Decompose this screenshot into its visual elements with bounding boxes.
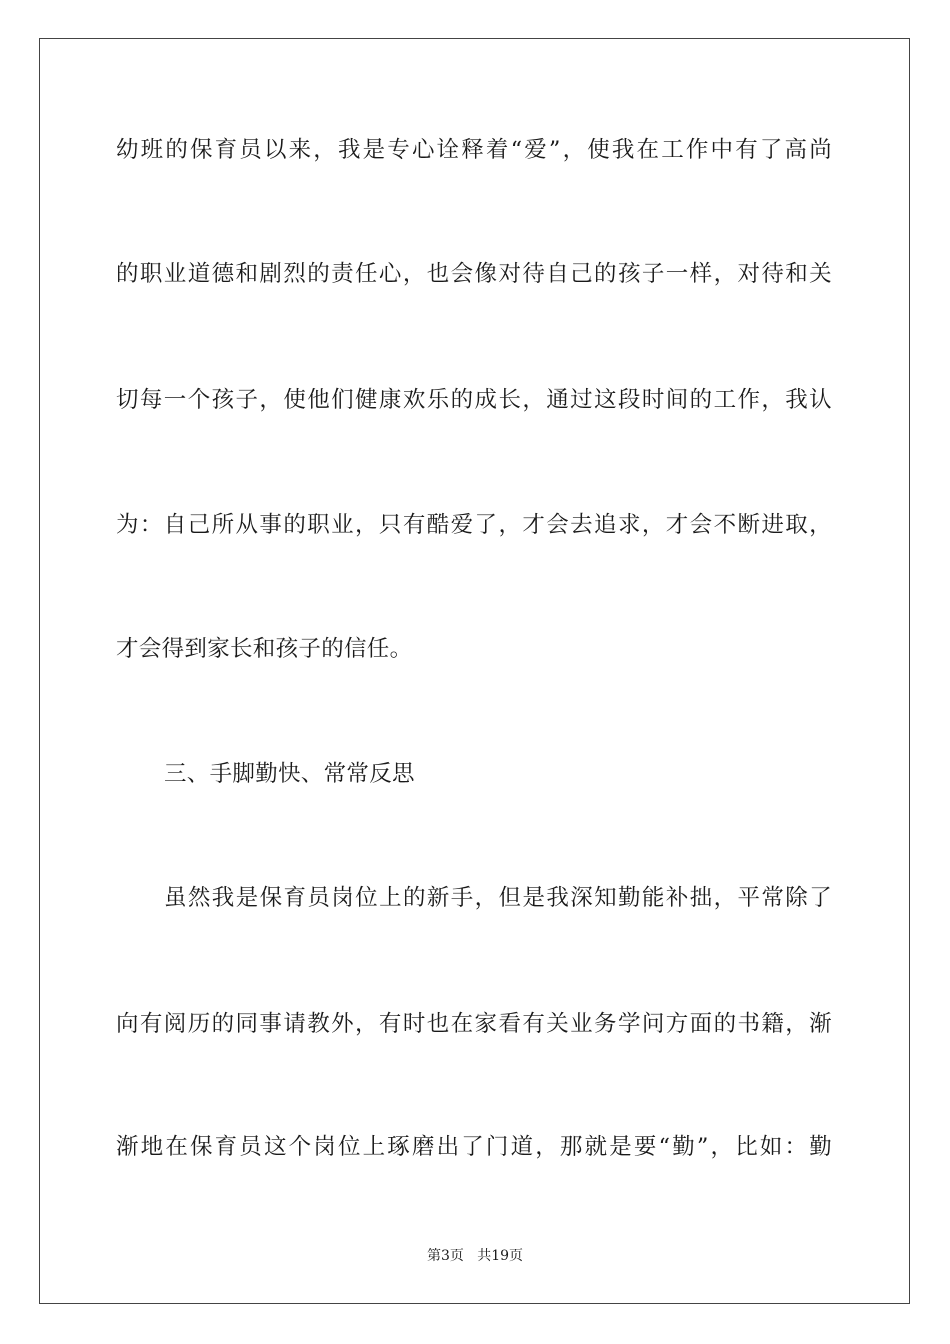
body-text-line: 向有阅历的同事请教外，有时也在家看有关业务学问方面的书籍，渐 — [116, 1011, 832, 1037]
body-text-line: 幼班的保育员以来，我是专心诠释着“爱”，使我在工作中有了高尚 — [116, 137, 832, 163]
body-text-line: 切每一个孩子，使他们健康欢乐的成长，通过这段时间的工作，我认 — [116, 387, 832, 413]
body-text-line: 才会得到家长和孩子的信任。 — [116, 636, 413, 662]
section-heading: 三、手脚勤快、常常反思 — [164, 761, 415, 787]
page-frame — [39, 38, 910, 1304]
body-text-line: 的职业道德和剧烈的责任心，也会像对待自己的孩子一样，对待和关 — [116, 261, 832, 287]
body-text-line: 渐地在保育员这个岗位上琢磨出了门道，那就是要“勤”，比如：勤 — [116, 1134, 832, 1160]
body-text-line: 虽然我是保育员岗位上的新手，但是我深知勤能补拙，平常除了 — [164, 885, 832, 911]
body-text-line: 为：自己所从事的职业，只有酷爱了，才会去追求，才会不断进取， — [116, 512, 832, 538]
page-number-footer: 第3页 共19页 — [426, 1248, 524, 1264]
